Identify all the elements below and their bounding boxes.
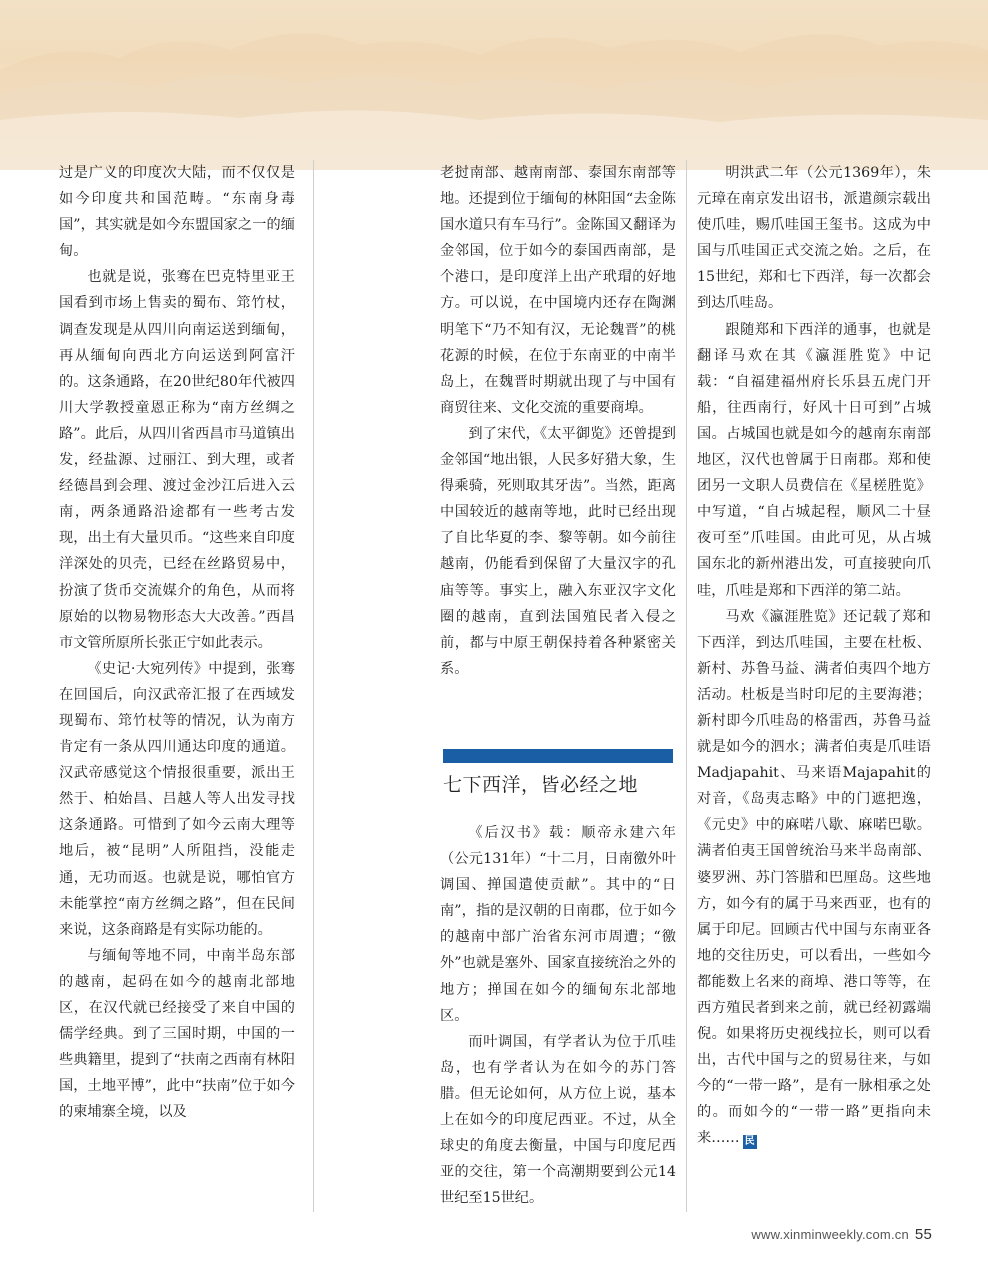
text-column-3 bbox=[697, 160, 931, 1220]
paragraph: 也就是说，张骞在巴克特里亚王国看到市场上售卖的蜀布、筇竹杖，调查发现是从四川向南运送到缅甸，再从缅甸向西北方向运送到阿富汗的。这条通路，在20世纪80年代被四川大学教授童恩正称为“南方丝绸之路”。此后，从四川省西昌市马道镇出发，经盐源、过丽江、到大理，或者经德昌到会理、渡过金沙江后进入云南，两条通路沿途都有一些考古发现，出土有大量贝币。“这些来自印度洋深处的贝壳，已经在丝路贸易中，扮演了货币交流媒介的角色，从而将原始的以物易物形态大大改善。”西昌市文管所原所长张正宁如此表示。 bbox=[59, 269, 295, 651]
section-heading-bar bbox=[443, 749, 673, 763]
final-paragraph-text: 马欢《瀛涯胜览》还记载了郑和下西洋，到达爪哇国，主要在杜板、新村、苏鲁马益、满者伯夷四个地方活动。杜板是当时印尼的主要海港；新村即今爪哇岛的格雷西，苏鲁马益就是如今的泗水；满者伯夷是爪哇语Madjapahit、马来语Majapahit的对音，《岛夷志略》中的门遮把逸，《元史》中的麻喏八歇、麻喏巴歇。满者伯夷王国曾统治马来半岛南部、婆罗洲、苏门答腊和巴厘岛。这些地方，如今有的属于马来西亚，也有的属于印尼。回顾古代中国与东南亚各地的交往历史，可以看出，一些如今都能数上名来的商埠、港口等等，在西方殖民者到来之前，就已经初露端倪。如果将历史视线拉长，则可以看出，古代中国与之的贸易往来，与如今的“一带一路”，是有一脉相承之处的。而如今的“一带一路”更指向未来…… bbox=[697, 608, 931, 1147]
paragraph: 与缅甸等地不同，中南半岛东部的越南，起码在如今的越南北部地区，在汉代就已经接受了来自中国的儒学经典。到了三国时期，中国的一些典籍里，提到了“扶南之西南有林阳国，土地平博”，此中“扶南”位于如今的柬埔寨全境，以及 bbox=[59, 947, 295, 1121]
text-column-2-top bbox=[440, 160, 676, 740]
column-divider bbox=[313, 160, 314, 1212]
header-decorative-band bbox=[0, 0, 988, 170]
page-footer bbox=[751, 1226, 932, 1243]
column-divider bbox=[686, 160, 687, 1212]
text-column-2-bottom bbox=[440, 820, 676, 1220]
paragraph: 而叶调国，有学者认为位于爪哇岛，也有学者认为在如今的苏门答腊。但无论如何，从方位上说，基本上在如今的印度尼西亚。不过，从全球史的角度去衡量，中国与印度尼西亚的交往，第一个高潮期要到公元14世纪至15世纪。 bbox=[440, 1033, 676, 1207]
paragraph: 跟随郑和下西洋的通事，也就是翻译马欢在其《瀛涯胜览》中记载：“自福建福州府长乐县五虎门开船，往西南行，好风十日可到”占城国。占城国也就是如今的越南东南部地区，汉代也曾属于日南郡。郑和使团另一文职人员费信在《星槎胜览》中写道，“自占城起程，顺风二十昼夜可至”爪哇国。由此可见，从占城国东北的新州港出发，可直接驶向爪哇，爪哇是郑和下西洋的第二站。 bbox=[697, 321, 931, 599]
paragraph: 老挝南部、越南南部、泰国东南部等地。还提到位于缅甸的林阳国“去金陈国水道只有车马行”。金陈国又翻译为金邻国，位于如今的泰国西南部，是个港口，是印度洋上出产玳瑁的好地方。可以说，在中国境内还存在陶渊明笔下“乃不知有汉，无论魏晋”的桃花源的时候，在位于东南亚的中南半岛上，在魏晋时期就出现了与中国有商贸往来、文化交流的重要商埠。 bbox=[440, 165, 676, 416]
paragraph: 明洪武二年（公元1369年），朱元璋在南京发出诏书，派遣颜宗载出使爪哇，赐爪哇国王玺书。这成为中国与爪哇国正式交流之始。之后，在15世纪，郑和七下西洋，每一次都会到达爪哇岛。 bbox=[697, 165, 931, 312]
page-number: 55 bbox=[914, 1226, 932, 1243]
footer-url: www.xinminweekly.com.cn bbox=[751, 1227, 909, 1242]
paragraph: 过是广义的印度次大陆，而不仅仅是如今印度共和国范畴。“东南身毒国”，其实就是如今东盟国家之一的缅甸。 bbox=[59, 165, 295, 260]
paragraph-final bbox=[697, 604, 931, 1152]
article-end-mark-icon: 民 bbox=[744, 1136, 755, 1148]
section-heading: 七下西洋，皆必经之地 bbox=[443, 774, 639, 796]
paragraph: 《后汉书》载：顺帝永建六年（公元131年）“十二月，日南徼外叶调国、掸国遣使贡献”。其中的“日南”，指的是汉朝的日南郡，位于如今的越南中部广治省东河市周遭；“徼外”也就是塞外、国家直接统治之外的地方；掸国在如今的缅甸东北部地区。 bbox=[440, 825, 676, 1024]
mountain-watercolor-illustration bbox=[0, 0, 988, 170]
text-column-1 bbox=[59, 160, 295, 1220]
paragraph: 《史记·大宛列传》中提到，张骞在回国后，向汉武帝汇报了在西域发现蜀布、筇竹杖等的情况，认为南方肯定有一条从四川通达印度的通道。汉武帝感觉这个情报很重要，派出王然于、柏始昌、吕越人等人出发寻找这条通路。可惜到了如今云南大理等地后，被“昆明”人所阻挡，没能走通，无功而返。也就是说，哪怕官方未能掌控“南方丝绸之路”，但在民间来说，这条商路是有实际功能的。 bbox=[59, 660, 295, 938]
paragraph: 到了宋代，《太平御览》还曾提到金邻国“地出银，人民多好猎大象，生得乘骑，死则取其牙齿”。当然，距离中国较近的越南等地，此时已经出现了自比华夏的李、黎等朝。如今前往越南，仍能看到保留了大量汉字的孔庙等等。事实上，融入东亚汉字文化圈的越南，直到法国殖民者入侵之前，都与中原王朝保持着各种紧密关系。 bbox=[440, 425, 676, 677]
